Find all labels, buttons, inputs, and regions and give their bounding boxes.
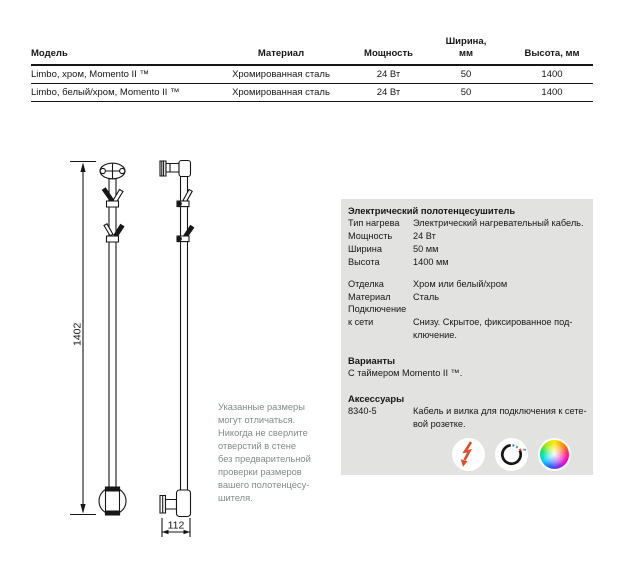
table-row xyxy=(31,65,593,84)
cell-height: 1400 xyxy=(511,65,593,84)
timer-icon xyxy=(495,438,528,471)
cell-material: Хромированная сталь xyxy=(206,84,356,102)
spec-value: 24 Вт xyxy=(413,230,436,241)
specification-panel xyxy=(341,199,593,475)
note-line: вашего полотенцесу- xyxy=(218,480,310,490)
spec-label: Ширина xyxy=(348,243,382,254)
color-options-icon xyxy=(538,438,571,471)
variants-text: С таймером Momento II ™. xyxy=(348,368,463,379)
panel-heading: Электрический полотенцесушитель xyxy=(348,205,516,216)
col-header-width: Ширина, мм xyxy=(421,36,511,65)
spec-row xyxy=(348,256,587,269)
spec-label: Высота xyxy=(348,256,380,267)
note-line: шителя. xyxy=(218,493,253,503)
measurement-disclaimer xyxy=(218,401,330,505)
side-view xyxy=(160,161,194,517)
cell-material: Хромированная сталь xyxy=(206,65,356,84)
col-header-model: Модель xyxy=(31,36,206,65)
col-header-height: Высота, мм xyxy=(511,36,593,65)
timer-dial-icon xyxy=(496,438,528,470)
product-table xyxy=(31,36,593,102)
spec-row xyxy=(348,243,587,256)
col-header-power: Мощность xyxy=(356,36,421,65)
accessory-row xyxy=(348,405,587,431)
cell-power: 24 Вт xyxy=(356,65,421,84)
col-header-material: Материал xyxy=(206,36,356,65)
table-header-row xyxy=(31,36,593,65)
spec-value: Снизу. Скрытое, фиксированное под- ключение. xyxy=(413,317,573,341)
spec-label: к сети xyxy=(348,317,374,328)
electric-heating-icon xyxy=(452,438,485,471)
spec-value: Сталь xyxy=(413,291,439,302)
spec-label: Мощность xyxy=(348,230,393,241)
width-dimension-label: 112 xyxy=(167,519,185,532)
spec-label: Материал xyxy=(348,291,391,302)
feature-icons-row xyxy=(348,438,587,471)
spec-row xyxy=(348,230,587,243)
cell-height: 1400 xyxy=(511,84,593,102)
spec-value: 1400 мм xyxy=(413,256,449,267)
spec-label: Тип нагрева xyxy=(348,218,400,228)
lightning-bolt-icon xyxy=(458,440,480,468)
accessory-description: Кабель и вилка для подключения к сете- вой розетке. xyxy=(413,406,587,429)
spec-row xyxy=(348,217,587,230)
cell-power: 24 Вт xyxy=(356,84,421,102)
cell-model: Limbo, хром, Momento II ™ xyxy=(31,65,206,84)
cell-width: 50 xyxy=(421,65,511,84)
note-line: Указанные размеры xyxy=(218,402,305,412)
front-view xyxy=(99,163,126,515)
trademark-glyph: ™ xyxy=(521,448,527,454)
spec-row xyxy=(348,316,587,342)
table-row xyxy=(31,84,593,102)
spec-label: Отделка xyxy=(348,278,384,289)
spec-value: Хром или белый/хром xyxy=(413,278,508,289)
note-line: проверки размеров xyxy=(218,467,302,477)
spec-row xyxy=(348,278,587,291)
height-dimension-label: 1402 xyxy=(71,322,84,346)
spec-row xyxy=(348,291,587,304)
variants-heading: Варианты xyxy=(348,355,395,367)
technical-drawing xyxy=(55,148,205,540)
color-wheel-icon xyxy=(540,440,569,469)
spec-label: Подключение xyxy=(348,304,407,315)
note-line: Никогда не сверлите xyxy=(218,428,308,438)
spec-value: Электрический нагревательный кабель. xyxy=(413,218,584,228)
note-line: могут отличаться. xyxy=(218,415,296,425)
cell-width: 50 xyxy=(421,84,511,102)
accessories-heading: Аксессуары xyxy=(348,393,405,405)
spec-value: 50 мм xyxy=(413,243,439,254)
spec-row xyxy=(348,303,587,316)
spec-value xyxy=(413,303,587,316)
note-line: отверстий в стене xyxy=(218,441,297,451)
accessory-code: 8340-5 xyxy=(348,406,377,417)
cell-model: Limbo, белый/хром, Momento II ™ xyxy=(31,84,206,102)
note-line: без предварительной xyxy=(218,454,311,464)
